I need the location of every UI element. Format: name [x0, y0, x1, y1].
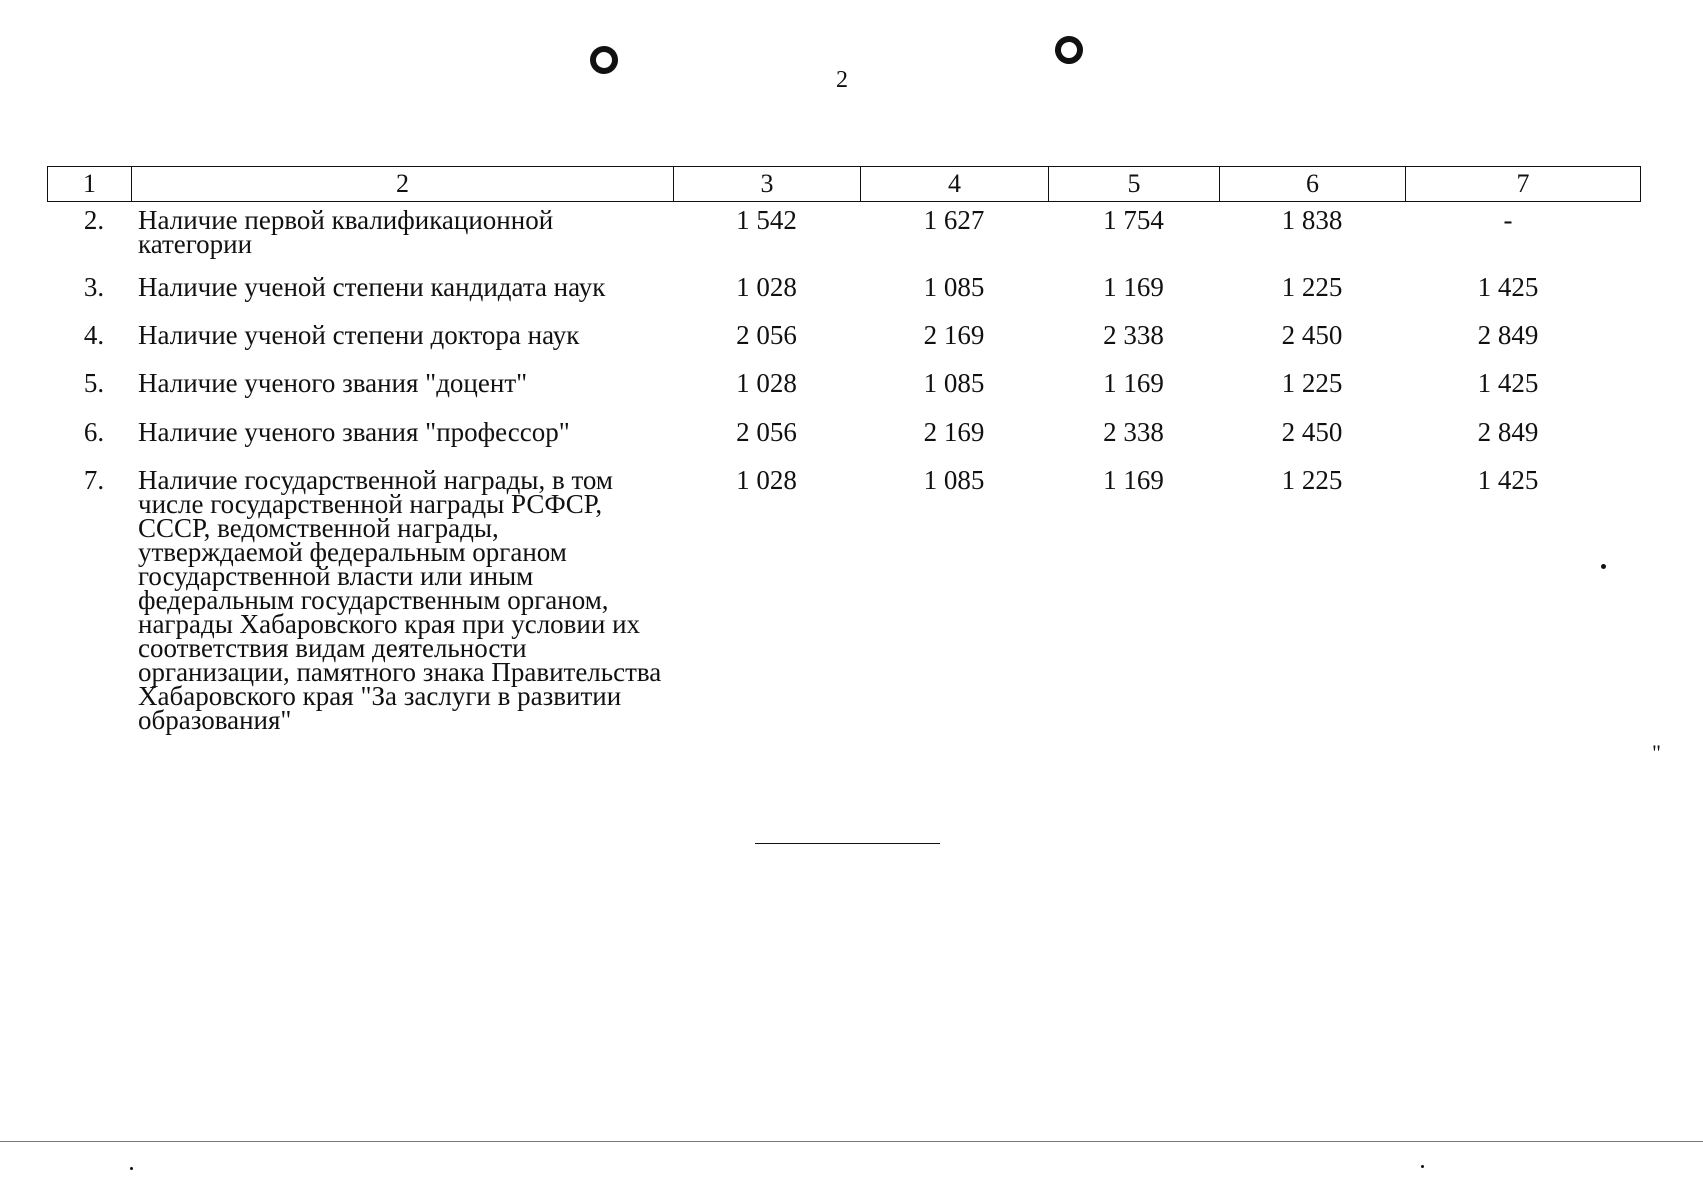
row-value-col5: 1 754 — [1103, 205, 1164, 235]
table-header-cell: 7 — [1516, 169, 1530, 198]
row-value-col7: 1 425 — [1477, 465, 1539, 495]
row-value-col3: 2 056 — [736, 320, 797, 350]
row-value-col4: 1 085 — [923, 368, 985, 398]
table-header-row — [47, 166, 1641, 202]
table-row — [47, 368, 1641, 398]
row-value-col5: 1 169 — [1103, 368, 1164, 398]
table-header-cell: 5 — [1049, 167, 1220, 201]
table-header-cell: 2 — [132, 167, 674, 201]
row-number: 6. — [83, 417, 105, 447]
row-number: 3. — [83, 272, 105, 302]
row-description: Наличие государственной награды, в том числе государственной награды РСФСР, СССР, ведомственной награды, утверждаемой федеральным органом государственной власти или иным федеральным государственным органом, награды Хабаровского края при условии их соответствия видам деятельности организации, памятного знака Правительства Хабаровского края "За заслуги в развитии образования" — [138, 465, 662, 735]
table-row — [47, 205, 1641, 259]
row-value-col6: 2 450 — [1281, 417, 1343, 447]
scan-speck — [1421, 1165, 1424, 1168]
table-header-cell: 3 — [674, 167, 861, 201]
table-row — [47, 272, 1641, 302]
table-row — [47, 320, 1641, 350]
row-value-col6: 1 838 — [1281, 205, 1343, 235]
row-description: Наличие ученого звания "доцент" — [138, 368, 528, 398]
row-value-col4: 1 627 — [923, 205, 985, 235]
row-value-col4: 1 085 — [923, 465, 985, 495]
scan-speck — [130, 1167, 133, 1170]
row-value-col7: - — [1503, 205, 1513, 235]
page-number: 2 — [836, 67, 848, 93]
row-description: Наличие ученого звания "профессор" — [138, 417, 570, 447]
table-header-cell: 6 — [1220, 167, 1406, 201]
scan-speck — [1601, 564, 1606, 569]
scan-edge-line — [0, 1141, 1703, 1142]
punch-hole-icon — [588, 44, 620, 76]
table-row — [47, 417, 1641, 447]
row-value-col4: 2 169 — [923, 417, 985, 447]
row-value-col6: 1 225 — [1281, 465, 1343, 495]
row-value-col3: 1 028 — [736, 272, 797, 302]
row-value-col3: 2 056 — [736, 417, 797, 447]
row-description: Наличие ученой степени кандидата наук — [138, 272, 606, 302]
row-value-col4: 1 085 — [923, 272, 985, 302]
table-row — [47, 465, 1641, 735]
row-value-col3: 1 028 — [736, 368, 797, 398]
table-header-cell: 1 — [48, 167, 132, 201]
row-value-col6: 1 225 — [1281, 272, 1343, 302]
row-value-col7: 2 849 — [1477, 417, 1539, 447]
row-value-col5: 1 169 — [1103, 465, 1164, 495]
row-value-col6: 2 450 — [1281, 320, 1343, 350]
punch-hole-icon — [1052, 33, 1085, 66]
row-number: 5. — [83, 368, 105, 398]
row-number: 2. — [83, 205, 105, 235]
row-value-col7: 1 425 — [1477, 272, 1539, 302]
row-description: Наличие первой квалификационной категории — [138, 205, 554, 259]
row-number: 7. — [83, 465, 105, 495]
row-value-col7: 1 425 — [1477, 368, 1539, 398]
row-description: Наличие ученой степени доктора наук — [138, 320, 580, 350]
end-separator-line — [755, 843, 940, 844]
table-header-cell: 4 — [861, 167, 1049, 201]
row-value-col6: 1 225 — [1281, 368, 1343, 398]
closing-quote-mark: " — [1652, 740, 1661, 765]
row-value-col3: 1 542 — [736, 205, 797, 235]
row-value-col7: 2 849 — [1477, 320, 1539, 350]
row-value-col5: 2 338 — [1103, 320, 1164, 350]
row-value-col5: 2 338 — [1103, 417, 1164, 447]
row-value-col3: 1 028 — [736, 465, 797, 495]
row-value-col5: 1 169 — [1103, 272, 1164, 302]
row-value-col4: 2 169 — [923, 320, 985, 350]
row-number: 4. — [83, 320, 105, 350]
